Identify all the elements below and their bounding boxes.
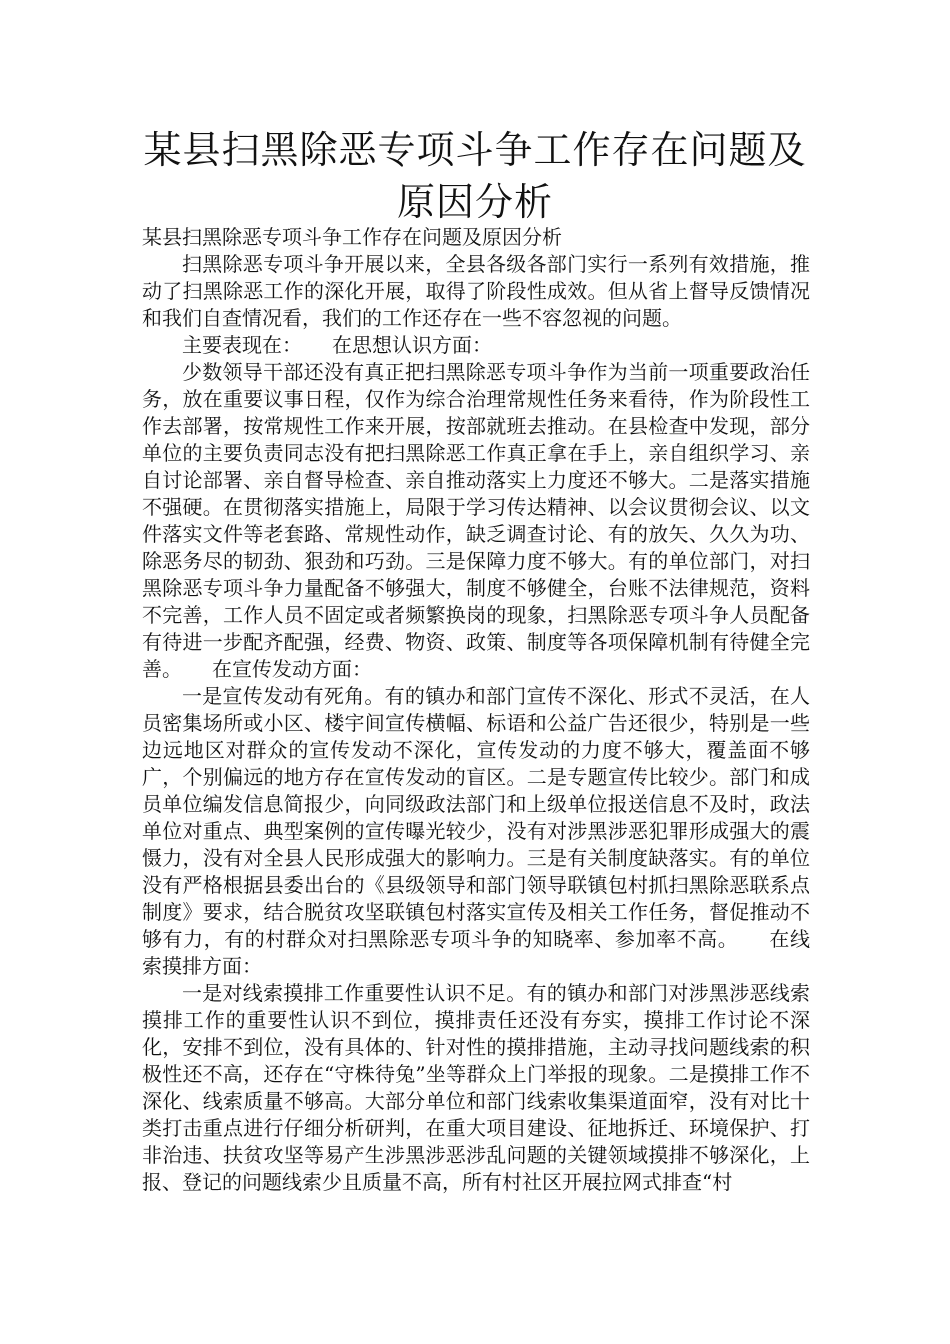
publicity-paragraph: 一是宣传发动有死角。有的镇办和部门宣传不深化、形式不灵活，在人员密集场所或小区、楼宇间宣传横幅、标语和公益广告还很少，特别是一些边远地区对群众的宣传发动不深化，宣传发动的力度不够大，覆盖面不够广，个别偏远的地方存在宣传发动的盲区。二是专题宣传比较少。部门和成员单位编发信息简报少，向同级政法部门和上级单位报送信息不及时，政法单位对重点、典型案例的宣传曝光较少，没有对涉黑涉恶犯罪形成强大的震慑力，没有对全县人民形成强大的影响力。三是有关制度缺落实。有的单位没有严格根据县委出台的《县级领导和部门领导联镇包村抓扫黑除恶联系点制度》要求，结合脱贫攻坚联镇包村落实宣传及相关工作任务，督促推动不够有力，有的村群众对扫黑除恶专项斗争的知晓率、参加率不高。 在线索摸排方面： (142, 684, 810, 978)
subtitle-paragraph: 某县扫黑除恶专项斗争工作存在问题及原因分析 (142, 225, 562, 249)
document-title (110, 124, 840, 228)
document-body (142, 224, 810, 1196)
document-title-line-1: 某县扫黑除恶专项斗争工作存在问题及 (143, 128, 807, 172)
intro-paragraph: 扫黑除恶专项斗争开展以来，全县各级各部门实行一系列有效措施，推动了扫黑除恶工作的深化开展，取得了阶段性成效。但从省上督导反馈情况和我们自查情况看，我们的工作还存在一些不容忽视的问题。 (142, 252, 810, 330)
clue-paragraph: 一是对线索摸排工作重要性认识不足。有的镇办和部门对涉黑涉恶线索摸排工作的重要性认识不到位，摸排责任还没有夯实，摸排工作讨论不深化，安排不到位，没有具体的、针对性的摸排措施，主动寻找问题线索的积极性还不高，还存在“守株待兔”坐等群众上门举报的现象。二是摸排工作不深化、线索质量不够高。大部分单位和部门线索收集渠道面窄，没有对比十类打击重点进行仔细分析研判，在重大项目建设、征地拆迁、环境保护、打非治违、扶贫攻坚等易产生涉黑涉恶涉乱问题的关键领域摸排不够深化，上报、登记的问题线索少且质量不高，所有村社区开展拉网式排查“村 (142, 981, 810, 1194)
document-title-line-2: 原因分析 (396, 180, 553, 224)
section-heading-paragraph: 主要表现在： 在思想认识方面： (182, 333, 492, 357)
thinking-paragraph: 少数领导干部还没有真正把扫黑除恶专项斗争作为当前一项重要政治任务，放在重要议事日程，仅作为综合治理常规性任务来看待，作为阶段性工作去部署，按常规性工作来开展，按部就班去推动。在县检查中发现，部分单位的主要负责同志没有把扫黑除恶工作真正拿在手上，亲自组织学习、亲自讨论部署、亲自督导检查、亲自推动落实上力度还不够大。二是落实措施不强硬。在贯彻落实措施上，局限于学习传达精神、以会议贯彻会议、以文件落实文件等老套路、常规性动作，缺乏调查讨论、有的放矢、久久为功、除恶务尽的韧劲、狠劲和巧劲。三是保障力度不够大。有的单位部门，对扫黑除恶专项斗争力量配备不够强大，制度不够健全，台账不法律规范，资料不完善，工作人员不固定或者频繁换岗的现象，扫黑除恶专项斗争人员配备有待进一步配齐配强，经费、物资、政策、制度等各项保障机制有待健全完善。 在宣传发动方面： (142, 360, 810, 681)
